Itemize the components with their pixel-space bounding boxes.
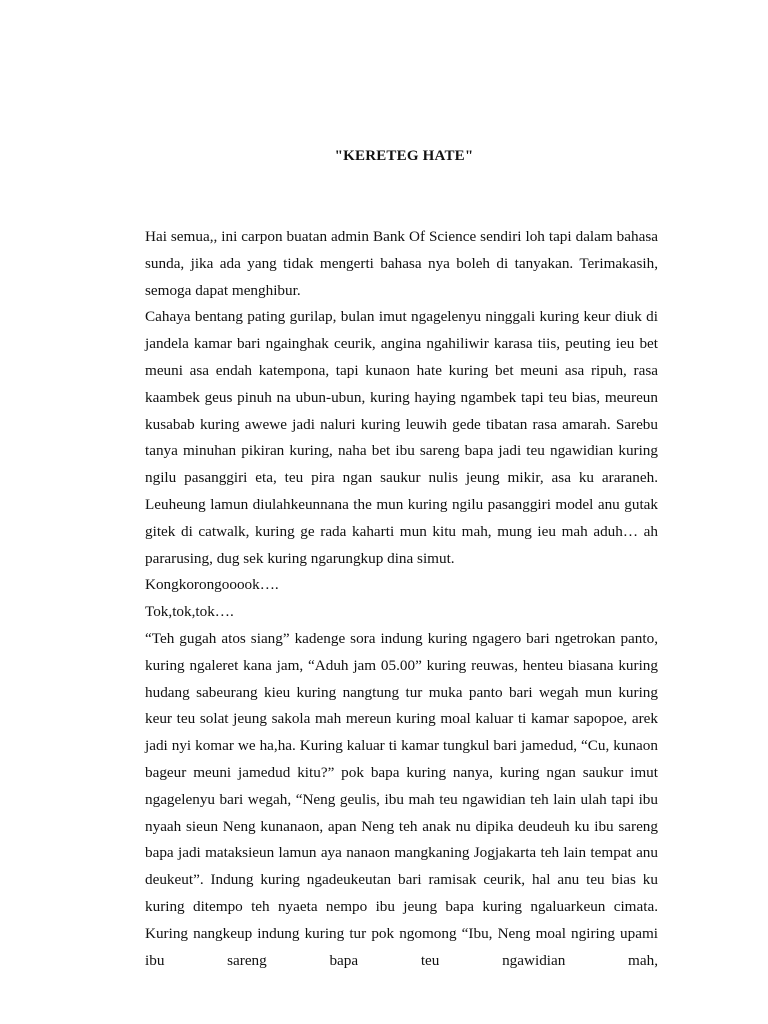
story-paragraph-1: Cahaya bentang pating gurilap, bulan imut ngagelenyu ninggali kuring keur diuk di jandela kamar bari ngainghak ceurik, angina ngahiliwir karasa tiis, peuting ieu bet meuni asa endah katempona, tapi kunaon hate kuring bet meuni asa ripuh, rasa kaambek geus pinuh na ubun-ubun, kuring haying ngambek tapi teu bias, meureun kusabab kuring awewe jadi naluri kuring leuwih gede tibatan rasa amarah. Sarebu tanya minuhan pikiran kuring, naha bet ibu sareng bapa jadi teu ngawidian kuring ngilu pasanggiri eta, teu pira ngan saukur nulis jeung mikir, asa ku araraneh. Leuheung lamun diulahkeunnana the mun kuring ngilu pasanggiri model anu gutak gitek di catwalk, kuring ge rada kaharti mun kitu mah, mung ieu mah aduh… ah pararusing, dug sek kuring ngarungkup dina simut. [145,308,658,567]
story-paragraph-2: Kongkorongooook…. [145,576,279,594]
story-paragraph-3: Tok,tok,tok…. [145,603,234,621]
document-body [145,224,658,974]
intro-paragraph: Hai semua,, ini carpon buatan admin Bank Of Science sendiri loh tapi dalam bahasa sunda, jika ada yang tidak mengerti bahasa nya boleh di tanyakan. Terimakasih, semoga dapat menghibur. [145,228,658,299]
document-title: "KERETEG HATE" [334,148,474,164]
story-paragraph-4: “Teh gugah atos siang” kadenge sora indung kuring ngagero bari ngetrokan panto, kuring ngaleret kana jam, “Aduh jam 05.00” kuring reuwas, henteu biasana kuring hudang sabeurang kieu kuring nangtung tur muka panto bari wegah mun kuring keur teu solat jeung sakola mah mereun kuring moal kaluar ti kamar sapopoe, arek jadi nyi komar we ha,ha. Kuring kaluar ti kamar tungkul bari jamedud, “Cu, kunaon bageur meuni jamedud kitu?” pok bapa kuring nanya, kuring ngan saukur imut ngagelenyu bari wegah, “Neng geulis, ibu mah teu ngawidian teh lain ulah tapi ibu nyaah sieun Neng kunanaon, apan Neng teh anak nu dipika deudeuh ku ibu sareng bapa jadi mataksieun lamun aya nanaon mangkaning Jogjakarta teh lain tempat anu deukeut”. Indung kuring ngadeukeutan bari ramisak ceurik, hal anu teu bias ku kuring ditempo teh nyaeta nempo ibu jeung bapa kuring ngaluarkeun cimata. Kuring nangkeup indung kuring tur pok ngomong “Ibu, Neng moal ngiring upami ibu sareng bapa teu ngawidian mah, [145,629,658,969]
